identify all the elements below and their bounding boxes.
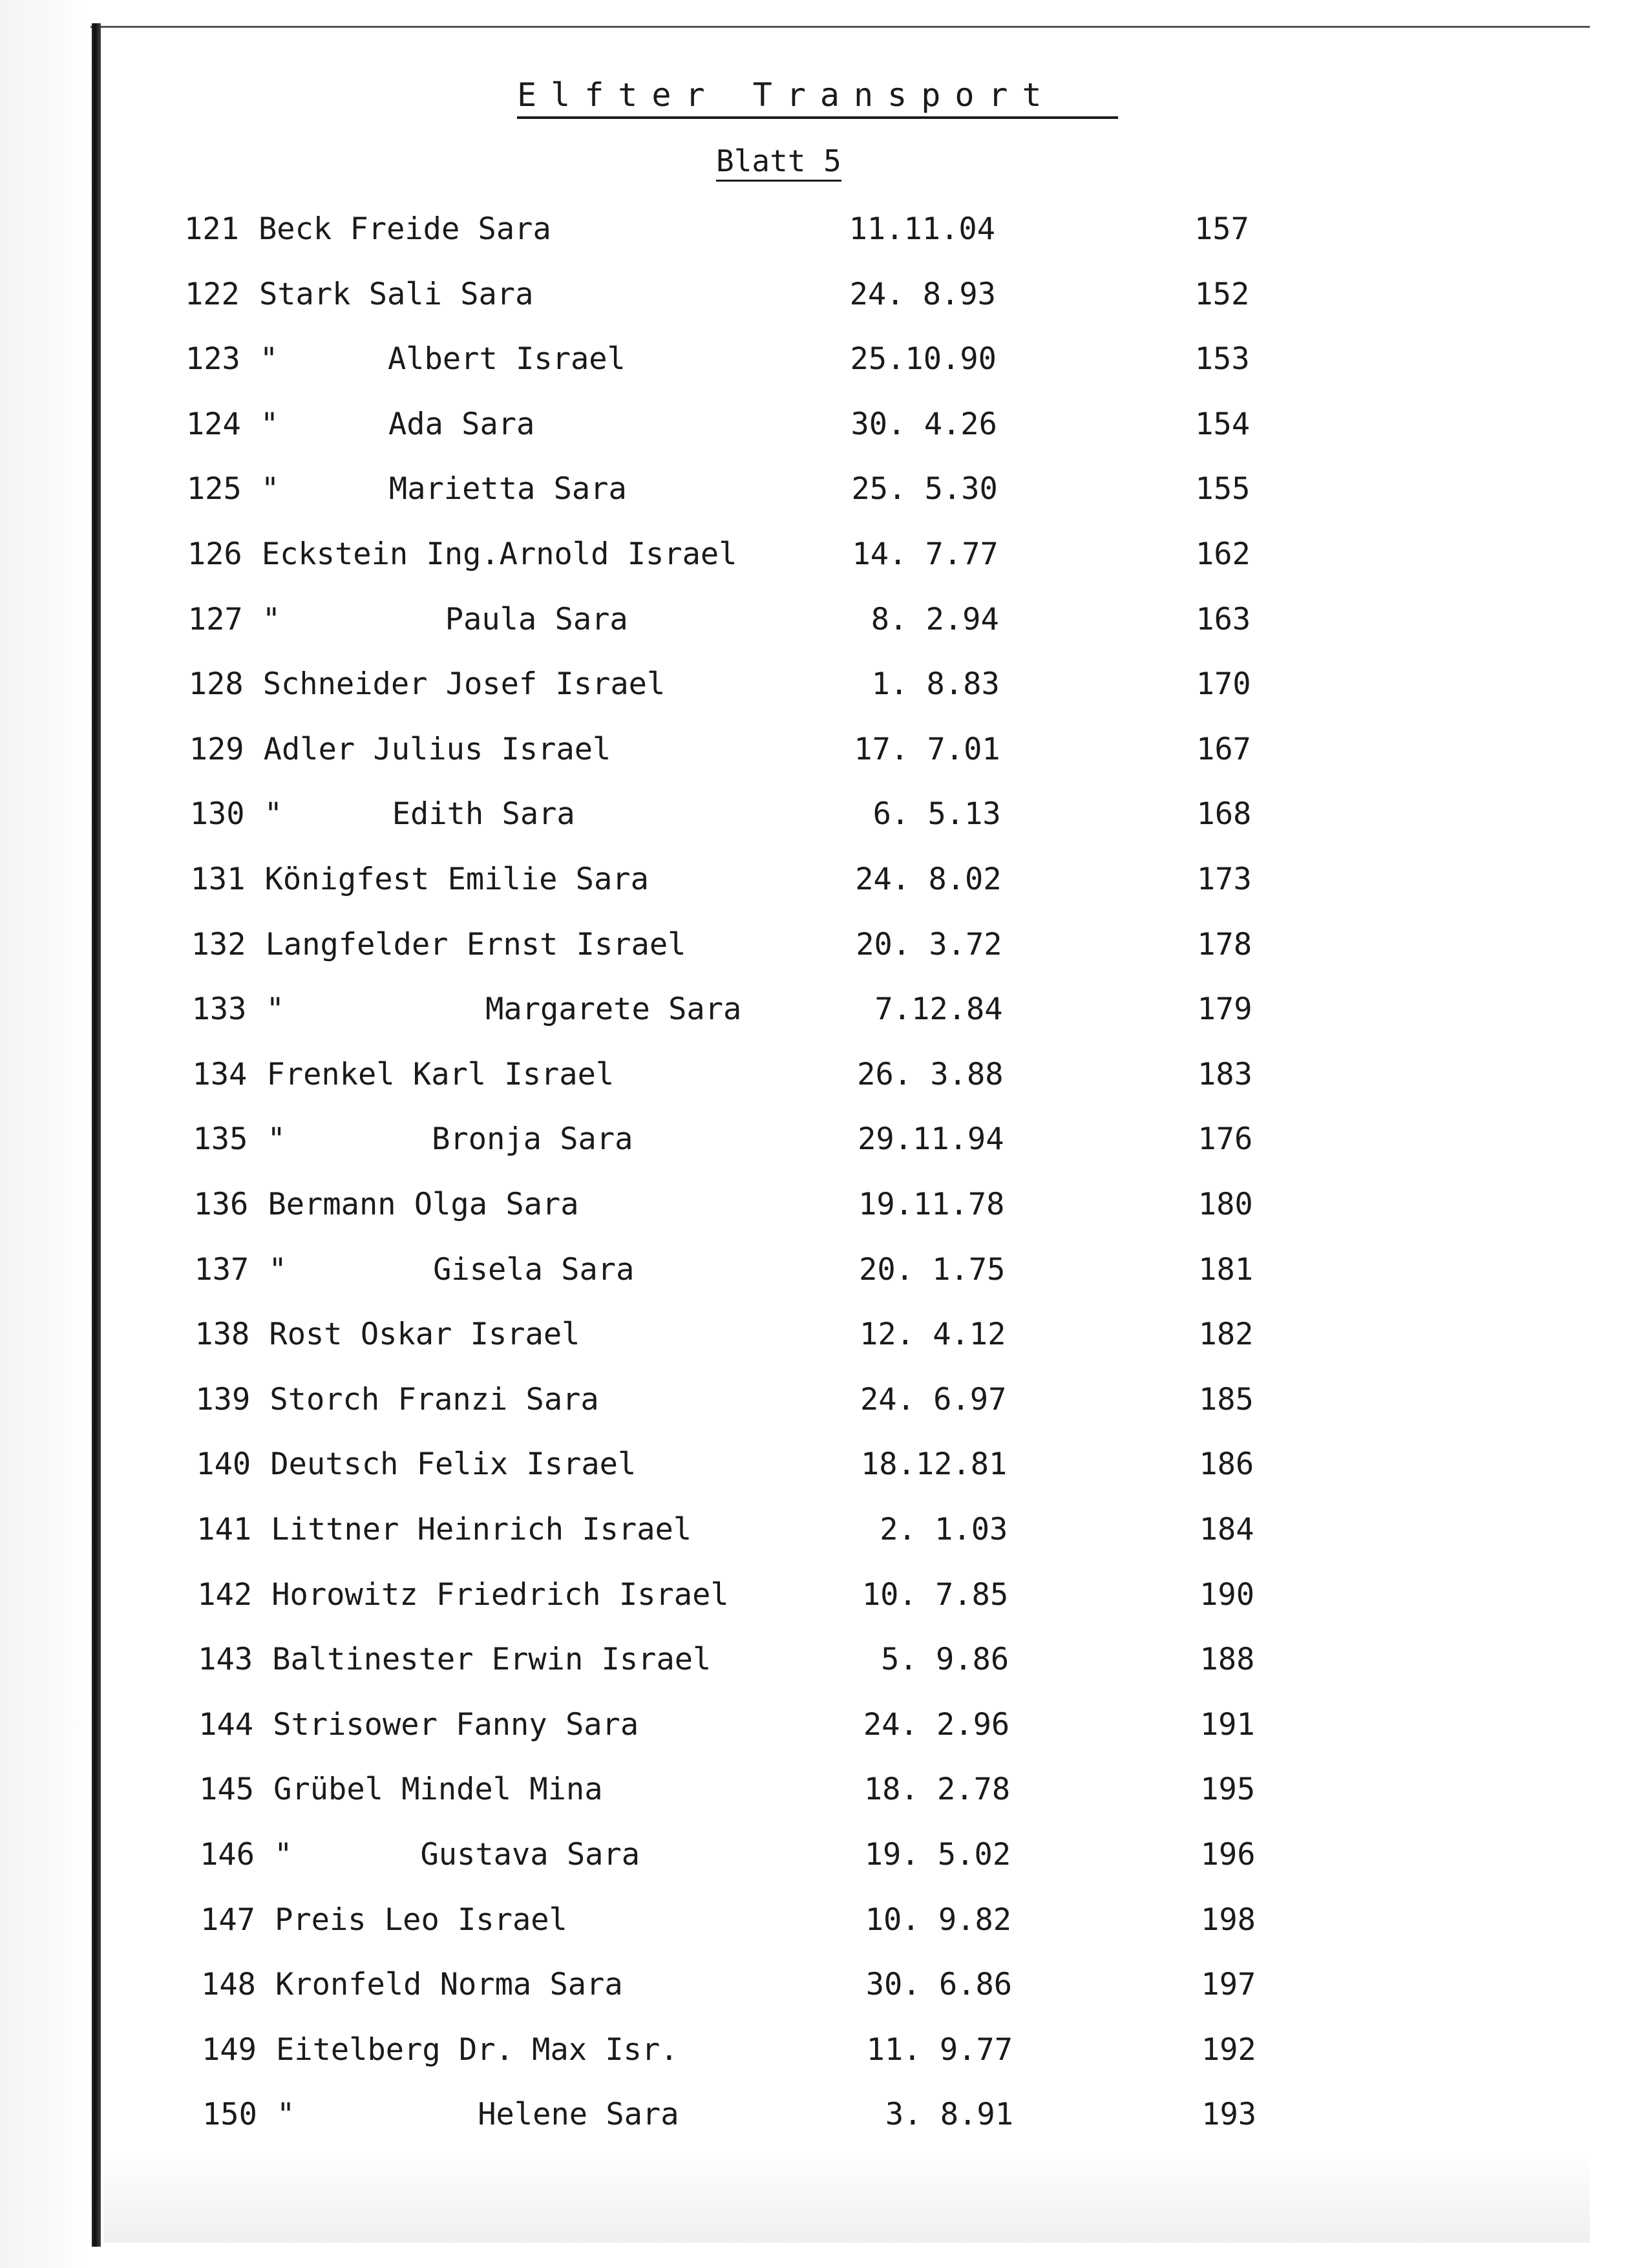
- entry-number: 146: [200, 1837, 255, 1872]
- list-item: [0, 207, 1648, 252]
- transport-code: 182: [1198, 1317, 1254, 1353]
- list-item: [0, 1637, 1648, 1682]
- birth-date: 25. 5.30: [851, 471, 998, 507]
- entry-number: 129: [189, 731, 244, 767]
- birth-date: 14. 7.77: [852, 536, 998, 572]
- person-name: Eitelberg Dr. Max Isr.: [276, 2031, 679, 2068]
- birth-date: 30. 6.86: [865, 1967, 1013, 2003]
- entry-number: 145: [199, 1772, 255, 1808]
- person-name: Langfelder Ernst Israel: [265, 926, 686, 962]
- entry-number: 121: [184, 211, 239, 247]
- birth-date: 17. 7.01: [854, 731, 1000, 767]
- list-item: [0, 1247, 1648, 1293]
- entry-number: 124: [185, 406, 241, 442]
- list-item: [0, 337, 1648, 382]
- person-name: Bermann Olga Sara: [268, 1187, 579, 1222]
- entry-number: 131: [190, 862, 246, 897]
- person-name: Littner Heinrich Israel: [271, 1512, 692, 1547]
- list-item: [0, 1573, 1648, 1618]
- list-item: [0, 2092, 1648, 2137]
- birth-date: 10. 7.85: [861, 1576, 1009, 1613]
- entry-number: 142: [197, 1576, 253, 1613]
- entry-number: 127: [187, 601, 243, 637]
- transport-code: 163: [1196, 601, 1251, 637]
- list-item: [0, 792, 1648, 837]
- person-name: " Gustava Sara: [274, 1837, 640, 1872]
- list-item: [0, 1702, 1648, 1748]
- birth-date: 25.10.90: [850, 341, 997, 377]
- entry-number: 125: [186, 471, 242, 507]
- list-item: [0, 922, 1648, 968]
- sheet-number: Blatt 5: [716, 143, 841, 182]
- person-name: Baltinester Erwin Israel: [272, 1642, 712, 1678]
- birth-date: 19.11.78: [858, 1187, 1005, 1222]
- list-item: [0, 2028, 1648, 2073]
- entry-number: 134: [192, 1056, 248, 1092]
- person-name: Schneider Josef Israel: [262, 666, 666, 703]
- entry-number: 148: [201, 1967, 256, 2003]
- person-name: Frenkel Karl Israel: [266, 1056, 615, 1092]
- birth-date: 7.12.84: [874, 991, 1003, 1028]
- birth-date: 24. 2.96: [863, 1706, 1010, 1743]
- transport-code: 176: [1198, 1121, 1253, 1158]
- transport-code: 180: [1198, 1187, 1253, 1222]
- birth-date: 11.11.04: [849, 211, 995, 247]
- list-item: [0, 727, 1648, 772]
- entry-number: 136: [193, 1187, 249, 1222]
- entry-number: 137: [194, 1251, 249, 1288]
- birth-date: 18.12.81: [860, 1447, 1008, 1483]
- transport-code: 157: [1194, 211, 1249, 247]
- list-item: [0, 1898, 1648, 1943]
- list-item: [0, 1052, 1648, 1097]
- transport-code: 170: [1196, 666, 1251, 703]
- person-name: " Bronja Sara: [267, 1121, 633, 1158]
- entry-number: 141: [196, 1512, 252, 1547]
- birth-date: 24. 6.97: [860, 1381, 1007, 1417]
- entry-number: 150: [202, 2097, 257, 2133]
- transport-code: 154: [1195, 406, 1251, 442]
- entry-number: 133: [191, 991, 247, 1028]
- transport-code: 179: [1197, 991, 1252, 1028]
- person-name: " Gisela Sara: [268, 1251, 635, 1288]
- person-name: " Helene Sara: [277, 2097, 679, 2133]
- transport-code: 168: [1196, 796, 1252, 832]
- transport-code: 192: [1201, 2031, 1256, 2068]
- transport-code: 186: [1199, 1447, 1254, 1483]
- entry-number: 126: [187, 536, 242, 572]
- person-name: " Albert Israel: [259, 341, 626, 377]
- list-item: [0, 597, 1648, 642]
- person-name: Eckstein Ing.Arnold Israel: [261, 536, 737, 572]
- entry-number: 130: [189, 796, 245, 832]
- list-item: [0, 857, 1648, 902]
- transport-code: 191: [1199, 1706, 1255, 1743]
- entry-number: 123: [185, 341, 240, 377]
- transport-code: 181: [1198, 1251, 1254, 1288]
- birth-date: 8. 2.94: [871, 601, 999, 637]
- birth-date: 12. 4.12: [860, 1317, 1006, 1353]
- entry-number: 149: [202, 2031, 257, 2068]
- transport-code: 193: [1201, 2097, 1257, 2133]
- person-name: " Ada Sara: [260, 406, 535, 442]
- list-item: [0, 272, 1648, 317]
- birth-date: 11. 9.77: [866, 2031, 1013, 2068]
- birth-date: 2. 1.03: [880, 1512, 1008, 1547]
- entry-number: 135: [193, 1121, 248, 1158]
- person-name: Deutsch Felix Israel: [270, 1447, 637, 1483]
- person-name: Kronfeld Norma Sara: [275, 1967, 623, 2003]
- person-name: Rost Oskar Israel: [269, 1317, 580, 1353]
- list-item: [0, 1377, 1648, 1423]
- list-item: [0, 1832, 1648, 1878]
- birth-date: 10. 9.82: [865, 1902, 1012, 1938]
- transport-code: 167: [1196, 731, 1251, 767]
- transport-code: 190: [1199, 1576, 1254, 1613]
- birth-date: 18. 2.78: [863, 1772, 1011, 1808]
- person-name: Horowitz Friedrich Israel: [271, 1576, 729, 1613]
- birth-date: 24. 8.93: [849, 276, 996, 312]
- birth-date: 19. 5.02: [864, 1837, 1011, 1872]
- list-item: [0, 1117, 1648, 1162]
- birth-date: 20. 3.72: [856, 926, 1002, 962]
- person-name: Königfest Emilie Sara: [264, 862, 649, 897]
- transport-code: 184: [1199, 1512, 1254, 1547]
- list-item: [0, 1767, 1648, 1812]
- person-name: Preis Leo Israel: [275, 1902, 567, 1938]
- person-name: Beck Freide Sara: [259, 211, 551, 247]
- person-name: " Paula Sara: [262, 601, 628, 637]
- birth-date: 20. 1.75: [859, 1251, 1006, 1288]
- list-item: [0, 467, 1648, 512]
- person-name: " Margarete Sara: [266, 991, 742, 1028]
- birth-date: 6. 5.13: [872, 796, 1001, 832]
- entry-number: 147: [200, 1902, 255, 1938]
- entry-number: 132: [191, 926, 246, 962]
- entry-number: 144: [198, 1706, 254, 1743]
- person-name: " Marietta Sara: [260, 471, 627, 507]
- person-name: Strisower Fanny Sara: [273, 1706, 639, 1743]
- transport-code: 155: [1195, 471, 1251, 507]
- list-item: [0, 1182, 1648, 1227]
- transport-code: 183: [1198, 1056, 1252, 1092]
- list-item: [0, 1962, 1648, 2008]
- list-item: [0, 1312, 1648, 1357]
- birth-date: 26. 3.88: [857, 1056, 1004, 1092]
- entry-number: 122: [184, 276, 240, 312]
- transport-code: 173: [1196, 862, 1252, 897]
- birth-date: 29.11.94: [858, 1121, 1004, 1158]
- transport-code: 185: [1198, 1381, 1254, 1417]
- list-item: [0, 532, 1648, 577]
- transport-code: 198: [1201, 1902, 1256, 1938]
- list-item: [0, 987, 1648, 1032]
- transport-code: 153: [1194, 341, 1250, 377]
- transport-code: 196: [1200, 1837, 1256, 1872]
- transport-code: 152: [1194, 276, 1250, 312]
- list-item: [0, 662, 1648, 707]
- entry-number: 128: [188, 666, 244, 703]
- transport-code: 188: [1199, 1642, 1255, 1678]
- person-name: Storch Franzi Sara: [269, 1381, 599, 1417]
- entry-number: 138: [195, 1317, 250, 1353]
- birth-date: 1. 8.83: [871, 666, 1000, 703]
- person-name: Adler Julius Israel: [263, 731, 611, 767]
- person-name: Stark Sali Sara: [259, 276, 534, 312]
- page-title: Elfter Transport: [517, 76, 1118, 119]
- transport-code: 162: [1195, 536, 1251, 572]
- birth-date: 24. 8.02: [855, 862, 1002, 897]
- birth-date: 30. 4.26: [850, 406, 997, 442]
- birth-date: 3. 8.91: [885, 2097, 1013, 2133]
- person-name: " Edith Sara: [264, 796, 575, 832]
- transport-code: 195: [1200, 1772, 1256, 1808]
- list-item: [0, 1442, 1648, 1487]
- transport-code: 197: [1201, 1967, 1256, 2003]
- entry-number: 139: [195, 1381, 251, 1417]
- transport-code: 178: [1197, 926, 1252, 962]
- list-item: [0, 402, 1648, 447]
- list-item: [0, 1507, 1648, 1553]
- birth-date: 5. 9.86: [881, 1642, 1009, 1678]
- entry-number: 143: [198, 1642, 253, 1678]
- person-name: Grübel Mindel Mina: [273, 1772, 603, 1808]
- entry-number: 140: [196, 1447, 251, 1483]
